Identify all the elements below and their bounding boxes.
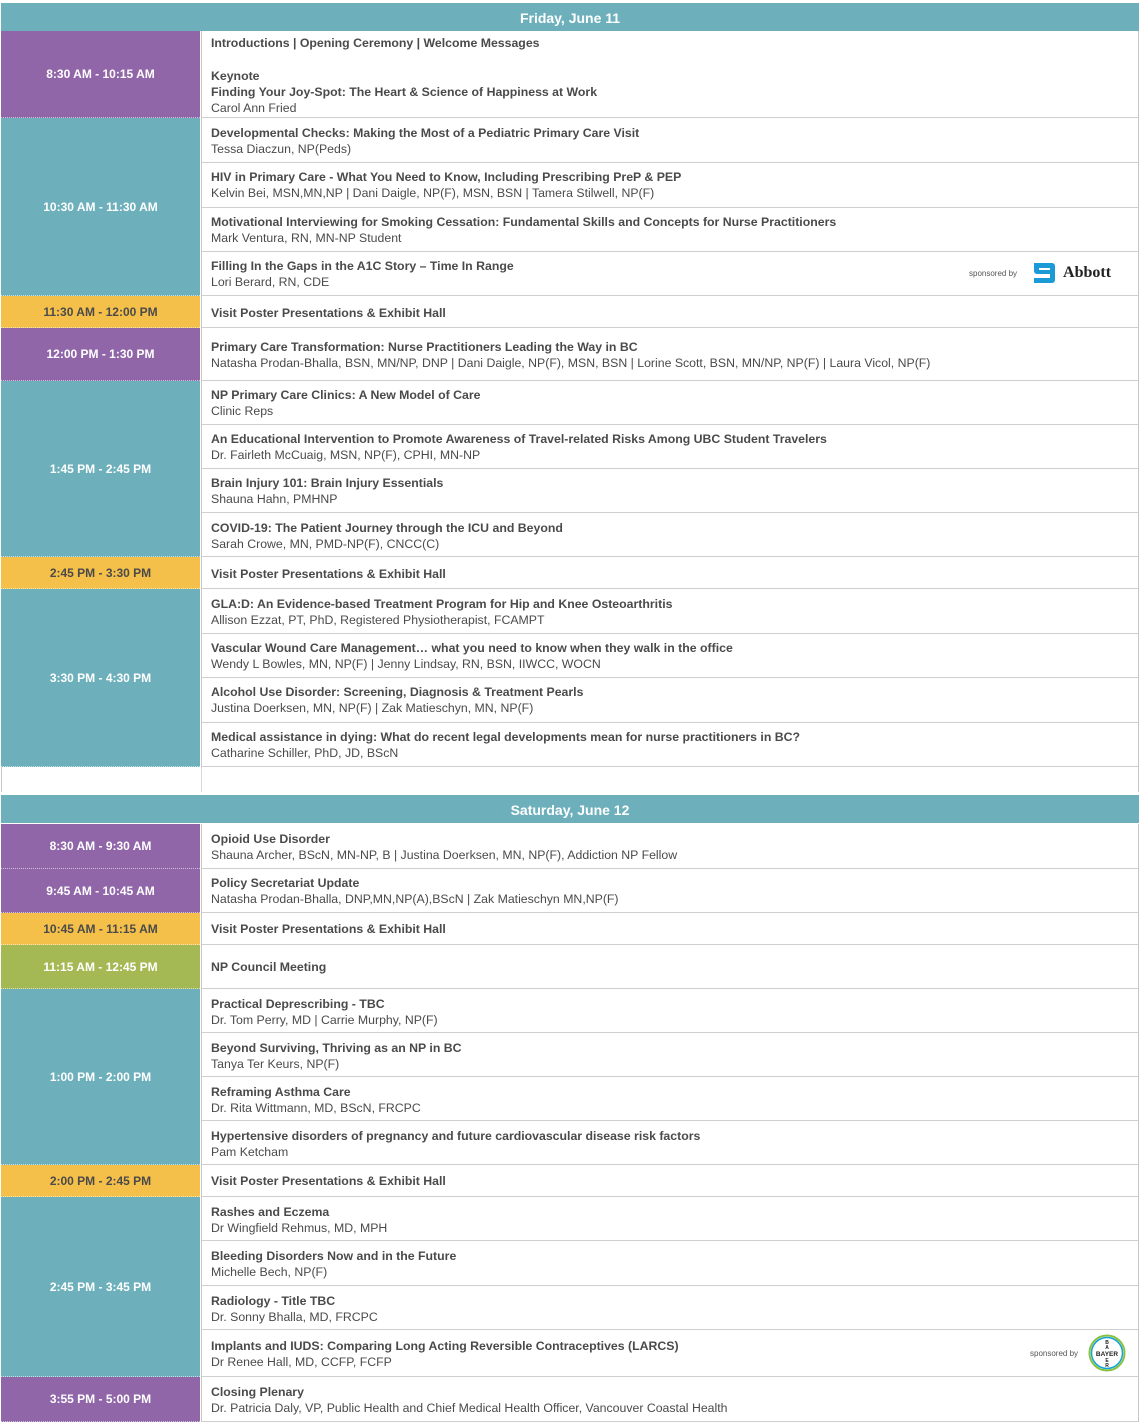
- session-speaker: Clinic Reps: [211, 404, 274, 418]
- session-cell: [201, 589, 1139, 767]
- spacer-row: [1, 767, 1139, 792]
- session-title: Implants and IUDS: Comparing Long Acting Reversible Contraceptives (LARCS): [211, 1339, 679, 1353]
- session-speaker: Carol Ann Fried: [211, 101, 297, 115]
- session-speaker: Dr. Rita Wittmann, MD, BScN, FRCPC: [211, 1101, 421, 1115]
- session-title: Vascular Wound Care Management… what you need to know when they walk in the office: [211, 641, 733, 655]
- time-slot: 8:30 AM - 10:15 AM: [1, 31, 200, 118]
- session-speaker: Lori Berard, RN, CDE: [211, 275, 330, 289]
- schedule-row: [1, 1165, 1139, 1197]
- session: [202, 589, 1138, 634]
- time-slot: 9:45 AM - 10:45 AM: [1, 869, 200, 913]
- schedule-row: [1, 328, 1139, 381]
- session-cell: [201, 1377, 1139, 1422]
- time-slot: 11:15 AM - 12:45 PM: [1, 945, 200, 989]
- session: [202, 634, 1138, 678]
- schedule-row: [1, 589, 1139, 767]
- session-speaker: Dr Wingfield Rehmus, MD, MPH: [211, 1221, 388, 1235]
- session-title: Primary Care Transformation: Nurse Practitioners Leading the Way in BC: [211, 340, 638, 354]
- session-title: Visit Poster Presentations & Exhibit Hall: [211, 922, 446, 936]
- session-title: Closing Plenary: [211, 1385, 304, 1399]
- schedule-row: [1, 869, 1139, 913]
- session: [202, 869, 1138, 913]
- session-speaker: Natasha Prodan-Bhalla, BSN, MN/NP, DNP | Dani Daigle, NP(F), MSN, BSN | Lorine Scott, BSN, MN/NP, NP(F) | Laura Vicol, NP(F): [211, 356, 931, 370]
- session-title: Reframing Asthma Care: [211, 1085, 351, 1099]
- session-speaker: Dr Renee Hall, MD, CCFP, FCFP: [211, 1355, 392, 1369]
- time-slot: 1:45 PM - 2:45 PM: [1, 381, 200, 557]
- session: [202, 381, 1138, 425]
- session-speaker: Kelvin Bei, MSN,MN,NP | Dani Daigle, NP(F), MSN, BSN | Tamera Stilwell, NP(F): [211, 186, 655, 200]
- time-slot: 11:30 AM - 12:00 PM: [1, 296, 200, 328]
- session-title: Rashes and Eczema: [211, 1205, 330, 1219]
- time-slot: 2:45 PM - 3:45 PM: [1, 1197, 200, 1377]
- session-cell: [201, 989, 1139, 1165]
- schedule-row: [1, 296, 1139, 328]
- session: [202, 824, 1138, 869]
- session-title: Visit Poster Presentations & Exhibit Hall: [211, 1174, 446, 1188]
- abbott-sponsor: [969, 261, 1111, 285]
- session-cell: [201, 328, 1139, 381]
- time-slot: 8:30 AM - 9:30 AM: [1, 824, 200, 869]
- session: [202, 678, 1138, 723]
- friday-header: Friday, June 11: [1, 3, 1139, 31]
- session-cell: [201, 118, 1139, 296]
- session-cell: [201, 381, 1139, 557]
- abbott-logo-icon: [1031, 261, 1057, 285]
- session-speaker: Catharine Schiller, PhD, JD, BScN: [211, 746, 399, 760]
- schedule-row: [1, 381, 1139, 557]
- session-title: Motivational Interviewing for Smoking Cessation: Fundamental Skills and Concepts for Nurse Practitioners: [211, 215, 837, 229]
- keynote-label: Keynote: [211, 69, 260, 83]
- session-title: COVID-19: The Patient Journey through the ICU and Beyond: [211, 521, 563, 535]
- session: [202, 208, 1138, 252]
- session-cell: [201, 31, 1139, 118]
- session: [202, 513, 1138, 557]
- time-slot: 2:45 PM - 3:30 PM: [1, 557, 200, 589]
- sponsor-label: sponsored by: [969, 268, 1018, 278]
- session: [202, 469, 1138, 513]
- session-cell: [201, 824, 1139, 869]
- schedule-row: [1, 118, 1139, 296]
- session-cell: [201, 913, 1139, 945]
- session-title: Filling In the Gaps in the A1C Story – Time In Range: [211, 259, 514, 273]
- session-speaker: Michelle Bech, NP(F): [211, 1265, 328, 1279]
- session-speaker: Justina Doerksen, MN, NP(F) | Zak Matieschyn, MN, NP(F): [211, 701, 534, 715]
- svg-text:A: A: [1105, 1345, 1109, 1351]
- session-speaker: Shauna Hahn, PMHNP: [211, 492, 338, 506]
- session-speaker: Sarah Crowe, MN, PMD-NP(F), CNCC(C): [211, 537, 440, 551]
- session-title: GLA:D: An Evidence-based Treatment Program for Hip and Knee Osteoarthritis: [211, 597, 673, 611]
- session-title: Developmental Checks: Making the Most of a Pediatric Primary Care Visit: [211, 126, 640, 140]
- session: [202, 1286, 1138, 1330]
- session: [202, 163, 1138, 208]
- session-title: Visit Poster Presentations & Exhibit Hall: [211, 567, 446, 581]
- session: [202, 328, 1138, 381]
- session-title: Finding Your Joy-Spot: The Heart & Science of Happiness at Work: [211, 85, 598, 99]
- session-title: Opioid Use Disorder: [211, 832, 330, 846]
- bayer-logo-icon: [1088, 1334, 1126, 1372]
- session-speaker: Natasha Prodan-Bhalla, DNP,MN,NP(A),BScN | Zak Matieschyn MN,NP(F): [211, 892, 619, 906]
- session-speaker: Allison Ezzat, PT, PhD, Registered Physiotherapist, FCAMPT: [211, 613, 545, 627]
- session-title: Hypertensive disorders of pregnancy and future cardiovascular disease risk factors: [211, 1129, 701, 1143]
- session: [202, 989, 1138, 1033]
- session-cell: [201, 557, 1139, 589]
- time-slot: 1:00 PM - 2:00 PM: [1, 989, 200, 1165]
- bayer-horizontal-text: BAYER: [1095, 1351, 1119, 1358]
- schedule-row: [1, 1377, 1139, 1422]
- session-title: Radiology - Title TBC: [211, 1294, 336, 1308]
- session: [202, 1197, 1138, 1241]
- bayer-sponsor: [1030, 1334, 1126, 1372]
- session: [202, 1241, 1138, 1286]
- session-intro: Introductions | Opening Ceremony | Welcome Messages: [211, 36, 540, 50]
- session-speaker: Dr. Patricia Daly, VP, Public Health and Chief Medical Health Officer, Vancouver Coastal Health: [211, 1401, 728, 1415]
- schedule-row: [1, 913, 1139, 945]
- svg-text:B: B: [1105, 1340, 1109, 1346]
- session-speaker: Dr. Tom Perry, MD | Carrie Murphy, NP(F): [211, 1013, 438, 1027]
- session-speaker: Pam Ketcham: [211, 1145, 289, 1159]
- session-title: Brain Injury 101: Brain Injury Essentials: [211, 476, 444, 490]
- saturday-header: Saturday, June 12: [1, 795, 1139, 823]
- session: [202, 1121, 1138, 1165]
- session-title: Beyond Surviving, Thriving as an NP in BC: [211, 1041, 462, 1055]
- schedule-row: [1, 989, 1139, 1165]
- session: [202, 1330, 1138, 1377]
- session: [202, 425, 1138, 469]
- schedule-row: [1, 1197, 1139, 1377]
- session-speaker: Dr. Sonny Bhalla, MD, FRCPC: [211, 1310, 378, 1324]
- session-speaker: Shauna Archer, BScN, MN-NP, B | Justina Doerksen, MN, NP(F), Addiction NP Fellow: [211, 848, 678, 862]
- session: [202, 1033, 1138, 1077]
- session-title: NP Primary Care Clinics: A New Model of Care: [211, 388, 481, 402]
- session-speaker: Tessa Diaczun, NP(Peds): [211, 142, 352, 156]
- svg-text:E: E: [1105, 1358, 1109, 1364]
- schedule-row: [1, 557, 1139, 589]
- session-cell: [201, 869, 1139, 913]
- schedule-row: [1, 945, 1139, 989]
- session-speaker: Tanya Ter Keurs, NP(F): [211, 1057, 340, 1071]
- session-cell: [201, 945, 1139, 989]
- session-title: Bleeding Disorders Now and in the Future: [211, 1249, 457, 1263]
- session-title: Alcohol Use Disorder: Screening, Diagnosis & Treatment Pearls: [211, 685, 584, 699]
- session: [202, 118, 1138, 163]
- session-title: NP Council Meeting: [211, 960, 327, 974]
- time-slot: 2:00 PM - 2:45 PM: [1, 1165, 200, 1197]
- session-title: Medical assistance in dying: What do recent legal developments mean for nurse practitioners in BC?: [211, 730, 801, 744]
- session-speaker: Wendy L Bowles, MN, NP(F) | Jenny Lindsay, RN, BSN, IIWCC, WOCN: [211, 657, 601, 671]
- session-title: Practical Deprescribing - TBC: [211, 997, 385, 1011]
- session: [202, 723, 1138, 767]
- session: [202, 1377, 1138, 1422]
- session-title: An Educational Intervention to Promote Awareness of Travel-related Risks Among UBC Student Travelers: [211, 432, 827, 446]
- schedule-row: [1, 824, 1139, 869]
- time-slot: 10:45 AM - 11:15 AM: [1, 913, 200, 945]
- time-slot: 10:30 AM - 11:30 AM: [1, 118, 200, 296]
- session-speaker: Dr. Fairleth McCuaig, MSN, NP(F), CPHI, MN-NP: [211, 448, 481, 462]
- svg-text:R: R: [1105, 1363, 1109, 1369]
- session-speaker: Mark Ventura, RN, MN-NP Student: [211, 231, 402, 245]
- session-title: HIV in Primary Care - What You Need to Know, Including Prescribing PreP & PEP: [211, 170, 682, 184]
- schedule-row: [1, 31, 1139, 118]
- session: [202, 1077, 1138, 1121]
- session-title: Visit Poster Presentations & Exhibit Hall: [211, 306, 446, 320]
- session-cell: [201, 1165, 1139, 1197]
- sponsor-label: sponsored by: [1030, 1348, 1079, 1358]
- session-cell: [201, 1197, 1139, 1377]
- session-cell: [201, 296, 1139, 328]
- time-slot: 3:55 PM - 5:00 PM: [1, 1377, 200, 1422]
- time-slot: 3:30 PM - 4:30 PM: [1, 589, 200, 767]
- time-slot: 12:00 PM - 1:30 PM: [1, 328, 200, 381]
- sponsor-name: Abbott: [1063, 264, 1112, 281]
- session-title: Policy Secretariat Update: [211, 876, 360, 890]
